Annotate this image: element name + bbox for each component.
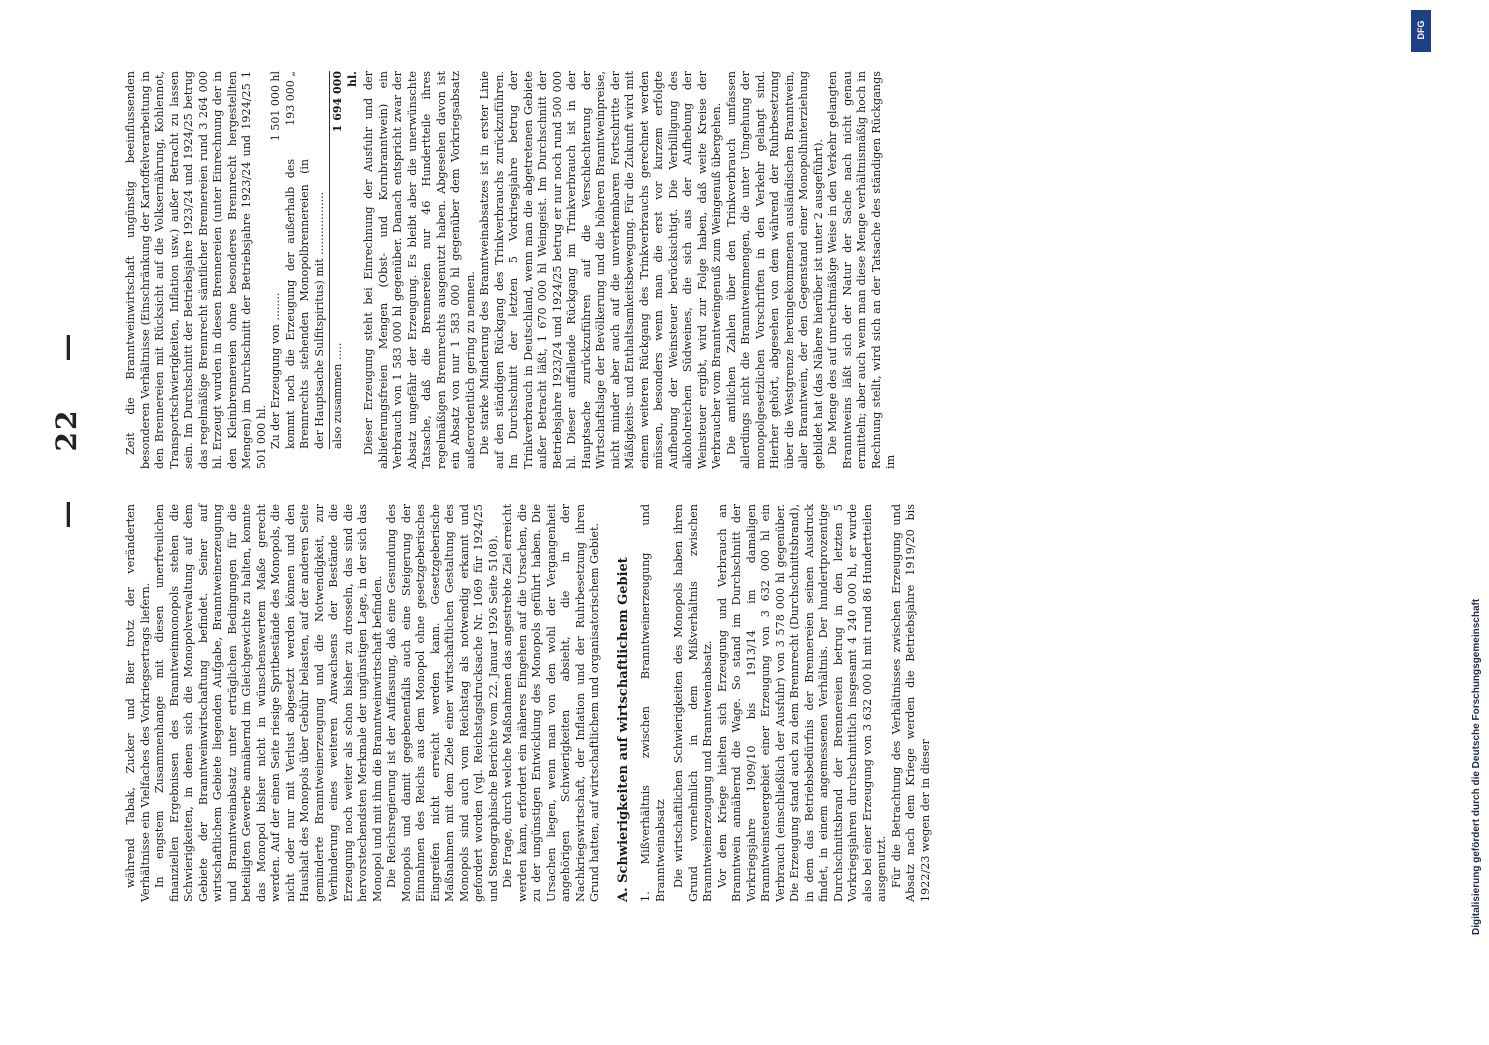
row-label: Zu der Erzeugung von ........ bbox=[269, 292, 282, 449]
page-number: 22 bbox=[50, 408, 83, 452]
row-value: 193 000 „ bbox=[283, 71, 297, 126]
table-row bbox=[269, 71, 284, 449]
sum-label: also zusammen ..... bbox=[331, 342, 344, 449]
paragraph: Zeit die Branntweinwirtschaft ungünstig beeinflussenden besonderen Verhältnisse (Einschränkung der Kartoffelverarbeitung in den Brennereien mit Rücksicht auf die Volksernährung, Kohlennot, Transportschwierigkeiten, Inflation usw.) außer Betracht zu lassen sein. Im Durchschnitt der Betriebsjahre 1923/24 und 1924/25 betrug das regelmäßige Brennrecht sämtlicher Brennereien rund 3 264 000 hl. Erzeugt wurden in diesen Brennereien (unter Einrechnung der in den Kleinbrennereien ohne besonderes Brennrecht hergestellten Mengen) im Durchschnitt der Betriebsjahre 1923/24 und 1924/25 1 501 000 hl. bbox=[124, 71, 268, 469]
production-table bbox=[269, 71, 360, 449]
paragraph: Die amtlichen Zahlen über den Trinkverbrauch umfassen allerdings nicht die Branntweinmengen, die unter Umgehung der monopolgesetzlichen Vorschriften in den Verkehr gelangt sind. Hierher gehört, abgesehen von dem während der Ruhrbesetzung über die Westgrenze hereingekommenen ausländischen Branntwein, aller Branntwein, der den Gegenstand einer Monopolhinterziehung gebildet hat (das Nähere hierüber ist unter 2 ausgeführt). bbox=[724, 71, 825, 469]
dash-right: — bbox=[50, 331, 83, 362]
paragraph: Die Reichsregierung ist der Auffassung, daß eine Gesundung des Monopols und damit gegebenenfalls auch eine Steigerung der Einnahmen des Reichs aus dem Monopol ohne gesetzgeberisches Eingreifen nicht erreicht werden kann. Gesetzgeberische Maßnahmen mit dem Ziele einer wirtschaftlichen Gestaltung des Monopols sind auch vom Reichstag als notwendig erkannt und gefordert worden (vgl. Reichstagsdrucksache Nr. 1069 für 1924/25 und Stenographische Berichte vom 22. Januar 1926 Seite 5108). bbox=[385, 504, 500, 902]
digitization-sidebar bbox=[1408, 0, 1482, 1000]
paragraph: Für die Betrachtung des Verhältnisses zwischen Erzeugung und Absatz nach dem Kriege werden die Betriebsjahre 1919/20 bis 1922/23 wegen der in dieser bbox=[889, 504, 932, 902]
row-label: kommt noch die Erzeugung der außerhalb des Brennrechts stehenden Monopolbrennereien (in der Hauptsache Sulfitspiritus) mit .................. bbox=[283, 159, 326, 449]
sum-value: 1 694 000 hl. bbox=[331, 71, 359, 133]
left-column bbox=[124, 504, 933, 902]
paragraph: In engstem Zusammenhange mit diesen unerfreulichen finanziellen Ergebnissen des Branntweinmonopols stehen die Schwierigkeiten, in denen sich die Monopolverwaltung auf dem Gebiete der Branntweinwirtschaftung befindet. Seiner auf wirtschaftlichem Gebiete liegenden Aufgabe, Branntweinerzeugung und Branntweinabsatz unter erträglichen Bedingungen für die beteiligten Gewerbe annähernd im Gleichgewichte zu halten, konnte das Monopol bisher nicht in wünschenswertem Maße gerecht werden. Auf der einen Seite riesige Spritbestände des Monopols, die nicht oder nur mit Verlust abgesetzt werden können und den Haushalt des Monopols über Gebühr belasten, auf der anderen Seite geminderte Branntweinerzeugung und die Notwendigkeit, zur Verhinderung eines weiteren Anwachsens der Bestände die Erzeugung noch weiter als schon bisher zu drosseln, das sind die hervorstechendsten Merkmale der ungünstigen Lage, in der sich das Monopol und mit ihm die Branntweinwirtschaft befinden. bbox=[153, 504, 384, 902]
dash-left: — bbox=[50, 498, 83, 529]
paragraph: Die wirtschaftlichen Schwierigkeiten des Monopols haben ihren Grund vornehmlich in dem Mißverhältnis zwischen Branntweinerzeugung und Branntweinabsatz. bbox=[672, 504, 714, 902]
paragraph: Die starke Minderung des Branntweinabsatzes ist in erster Linie auf den ständigen Rückgang des Trinkverbrauchs zurückzuführen. Im Durchschnitt der letzten 5 Vorkriegsjahre betrug der Trinkverbrauch in Deutschland, wenn man die abgetretenen Gebiete außer Betracht läßt, 1 670 000 hl Weingeist. Im Durchschnitt der Betriebsjahre 1923/24 und 1924/25 betrug er nur noch rund 500 000 hl. Dieser auffallende Rückgang im Trinkverbrauch ist in der Hauptsache zurückzuführen auf die Verschlechterung der Wirtschaftslage der Bevölkerung und die höheren Branntweinpreise, nicht minder aber auch auf die unverkennbaren Fortschritte der Mäßigkeits- und Enthaltsamkeitsbewegung. Für die Zukunft wird mit einem weiteren Rückgang des Trinkverbrauchs gerechnet werden müssen, besonders wenn man die erst vor kurzem erfolgte Aufhebung der Weinsteuer berücksichtigt. Die Verbilligung des alkoholreichen Südweines, die sich aus der Aufhebung der Weinsteuer ergibt, wird zur Folge haben, daß weite Kreise der Verbraucher vom Branntweingenuß zum Weingenuß übergehen. bbox=[478, 71, 723, 469]
paragraph: während Tabak, Zucker und Bier trotz der veränderten Verhältnisse ein Vielfaches des Vorkriegsertrags liefern. bbox=[124, 504, 152, 902]
paragraph: Die Frage, durch welche Maßnahmen das angestrebte Ziel erreicht werden kann, erfordert ein näheres Eingehen auf die Ursachen, die zu der ungünstigen Entwicklung des Monopols geführt haben. Die Ursachen liegen, wenn man von den wohl der Vergangenheit angehörigen Schwierigkeiten absieht, die in der Nachkriegswirtschaft, der Inflation und der Ruhrbesetzung ihren Grund hatten, auf wirtschaftlichem und organisatorischem Gebiet. bbox=[501, 504, 601, 902]
row-value: 1 501 000 hl bbox=[269, 71, 282, 142]
section-heading: A. Schwierigkeiten auf wirtschaftlichem Gebiet bbox=[615, 557, 631, 902]
page-header bbox=[50, 160, 83, 700]
table-sum-row bbox=[329, 71, 360, 449]
paragraph: Dieser Erzeugung steht bei Einrechnung der Ausfuhr und der ablieferungsfreien Mengen (Obst- und Kornbranntwein) ein Verbrauch von 1 583 000 hl gegenüber. Danach entspricht zwar der Absatz ungefähr der Erzeugung. Es bleibt aber die unerwünschte Tatsache, daß die Brennereien nur 46 Hundertteile ihres regelmäßigen Brennrechts ausgenutzt haben. Abgesehen davon ist ein Absatz von nur 1 583 000 hl gegenüber dem Vorkriegsabsatz außerordentlich gering zu nennen. bbox=[362, 71, 477, 469]
subsection-heading: 1. Mißverhältnis zwischen Branntweinerzeugung und Branntweinabsatz bbox=[639, 504, 667, 902]
digitization-credit: Digitalisierung gefördert durch die Deutsche Forschungsgemeinschaft bbox=[1471, 598, 1482, 935]
dfg-logo bbox=[1411, 10, 1431, 52]
dfg-logo-text: DFG bbox=[1416, 20, 1426, 40]
right-column bbox=[124, 71, 899, 469]
table-row bbox=[284, 71, 328, 449]
paragraph: Die Menge des auf unrechtmäßige Weise in den Verkehr gelangten Branntweins läßt sich der Natur der Sache nach nicht genau ermitteln; aber auch wenn man diese Menge verhältnismäßig hoch in Rechnung stellt, wird sich an der Tatsache des ständigen Rückgangs im bbox=[826, 71, 897, 469]
paragraph: Vor dem Kriege hielten sich Erzeugung und Verbrauch an Branntwein annähernd die Wage. So stand im Durchschnitt der Vorkriegsjahre 1909/10 bis 1913/14 im damaligen Branntweinsteuergebiet einer Erzeugung von 3 632 000 hl ein Verbrauch (einschließlich der Ausfuhr) von 3 578 000 hl gegenüber. Die Erzeugung stand auch zu dem Brennrecht (Durchschnittsbrand), in dem das Betriebsbedürfnis der Brennereien seinen Ausdruck findet, in einem angemessenen Verhältnis. Der hundertprozentige Durchschnittsbrand der Brennereien betrug in den letzten 5 Vorkriegsjahren durchschnittlich insgesamt 4 240 000 hl, er wurde also bei einer Erzeugung von 3 632 000 hl mit rund 86 Hundertteilen ausgenutzt. bbox=[715, 504, 888, 902]
